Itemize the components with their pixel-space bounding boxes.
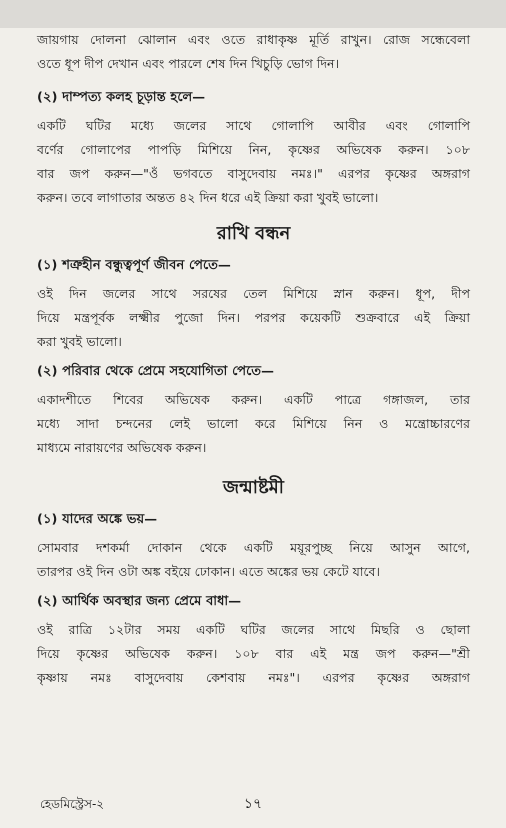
text-line: সোমবার দশকর্মা দোকান থেকে একটি ময়ূরপুচ্ছ নিয়ে আসুন আগে,	[37, 540, 470, 555]
paragraph-dampatya	[37, 114, 470, 210]
section-title-rakhi: রাখি বন্ধন	[216, 223, 291, 244]
text-line: একাদশীতে শিবের অভিষেক করুন। একটি পাত্রে গঙ্গাজল, তার	[37, 392, 470, 407]
text-line: ওই দিন জলের সাথে সরষের তেল মিশিয়ে স্নান করুন। ধূপ, দীপ	[37, 286, 470, 301]
text-line: জায়গায় দোলনা ঝোলান এবং ওতে রাধাকৃষ্ণ মূর্তি রাখুন। রোজ সন্ধেবেলা	[37, 32, 470, 47]
book-page	[0, 28, 506, 828]
paragraph-poribar	[37, 388, 470, 460]
section-title-janmashtami: জন্মাষ্টমী	[223, 477, 284, 498]
subheading-arthik: (২) আর্থিক অবস্থার জন্য প্রেমে বাধা—	[37, 594, 242, 609]
text-line: কৃষ্ণায় নমঃ বাসুদেবায় কেশবায় নমঃ"। এরপর কৃষ্ণের অঙ্গরাগ	[37, 670, 470, 685]
text-line: মাধ্যমে নারায়ণের অভিষেক করুন।	[37, 440, 207, 455]
paragraph-anko	[37, 536, 470, 584]
text-line: দিয়ে কৃষ্ণের অভিষেক করুন। ১০৮ বার এই মন্ত্র জপ করুন—"শ্রী	[37, 646, 470, 661]
subheading-anko: (১) যাদের অঙ্কে ভয়—	[37, 512, 158, 527]
text-line: বার জপ করুন—"ওঁ ভগবতে বাসুদেবায় নমঃ।" এরপর কৃষ্ণের অঙ্গরাগ	[37, 166, 470, 181]
text-line: ওই রাত্রি ১২টার সময় একটি ঘটির জলের সাথে মিছরি ও ছোলা	[37, 622, 470, 637]
text-line: দিয়ে মন্ত্রপূর্বক লক্ষ্মীর পুজো দিন। পরপর কয়েকটি শুক্রবারে এই ক্রিয়া	[37, 310, 470, 325]
text-line: বর্ণের গোলাপের পাপড়ি মিশিয়ে নিন, কৃষ্ণের অভিষেক করুন। ১০৮	[37, 142, 470, 157]
paragraph-arthik	[37, 618, 470, 690]
text-line: একটি ঘটির মধ্যে জলের সাথে গোলাপি আবীর এবং গোলাপি	[37, 118, 470, 133]
paragraph-shatru	[37, 282, 470, 354]
subheading-dampatya: (২) দাম্পত্য কলহ চূড়ান্ত হলে—	[37, 90, 206, 105]
text-line: করা খুবই ভালো।	[37, 334, 122, 349]
text-line: ওতে ধূপ দীপ দেখান এবং পারলে শেষ দিন খিচুড়ি ভোগ দিন।	[37, 56, 340, 71]
text-line: করুন। তবে লাগাতার অন্তত ৪২ দিন ধরে এই ক্রিয়া করা খুবই ভালো।	[37, 190, 379, 205]
subheading-shatru: (১) শত্রুহীন বন্ধুত্বপূর্ণ জীবন পেতে—	[37, 258, 231, 273]
text-line: মধ্যে সাদা চন্দনের লেই ভালো করে মিশিয়ে নিন ও মন্ত্রোচ্চারণের	[37, 416, 470, 431]
running-title: হেডমিস্ট্রেস-২	[40, 797, 105, 811]
text-line: তারপর ওই দিন ওটা অঙ্ক বইয়ে ঢোকান। এতে অঙ্কের ভয় কেটে যাবে।	[37, 564, 381, 579]
subheading-poribar: (২) পরিবার থেকে প্রেমে সহযোগিতা পেতে—	[37, 364, 275, 379]
page-number: ১৭	[243, 796, 263, 812]
intro-paragraph	[37, 28, 470, 76]
